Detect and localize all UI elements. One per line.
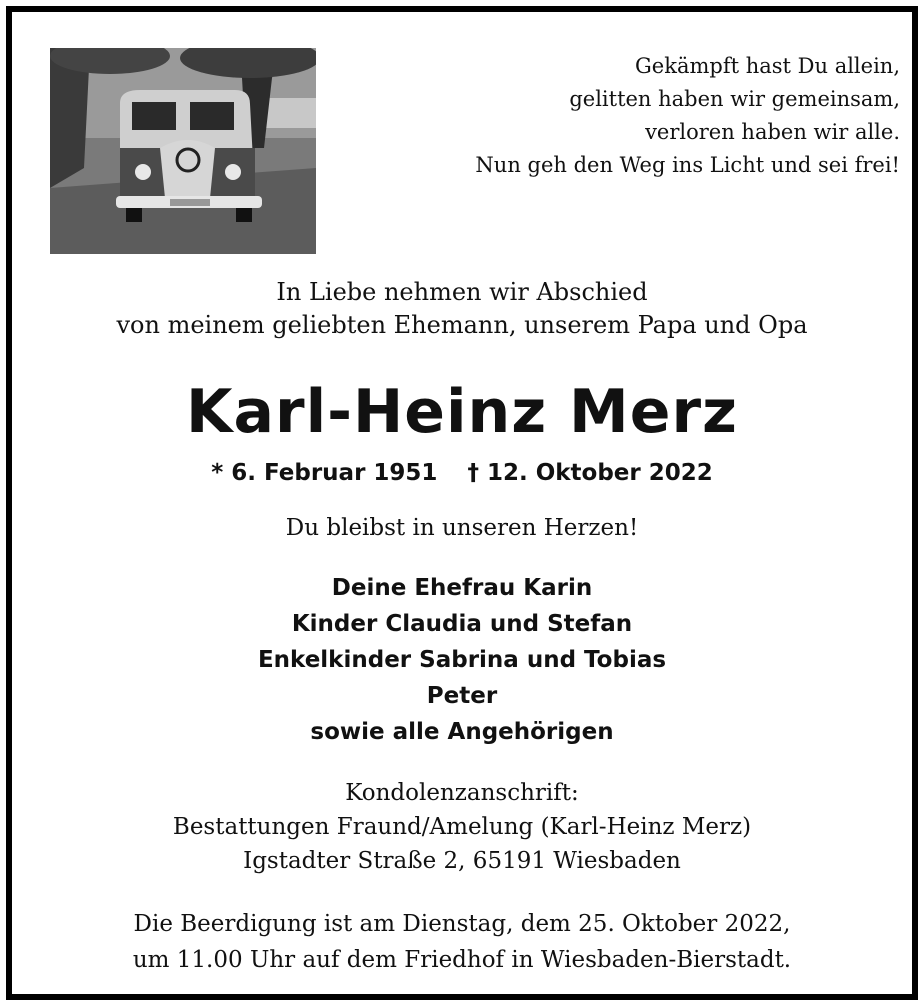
poem-line: Gekämpft hast Du allein, [635, 54, 900, 78]
mourner: Enkelkinder Sabrina und Tobias [257, 647, 667, 673]
mourner: Peter [426, 683, 498, 709]
deceased-name: Karl-Heinz Merz [186, 377, 738, 447]
life-dates [12, 460, 912, 486]
farewell-intro [12, 276, 912, 342]
funeral-line: um 11.00 Uhr auf dem Friedhof in Wiesbaden-Bierstadt. [132, 947, 792, 973]
death-date: † 12. Oktober 2022 [467, 460, 713, 486]
condolence-line: Igstadter Straße 2, 65191 Wiesbaden [243, 848, 681, 874]
poem-line: gelitten haben wir gemeinsam, [569, 87, 900, 111]
mourner: sowie alle Angehörigen [310, 719, 614, 745]
obituary-notice [6, 6, 918, 1000]
condolence-line: Bestattungen Fraund/Amelung (Karl-Heinz Merz) [172, 814, 752, 840]
vw-bus-photo [50, 48, 316, 254]
funeral-details [12, 906, 912, 978]
intro-line: In Liebe nehmen wir Abschied [276, 278, 648, 306]
remembrance-line: Du bleibst in unseren Herzen! [285, 515, 639, 541]
funeral-line: Die Beerdigung ist am Dienstag, dem 25. Oktober 2022, [133, 911, 791, 937]
condolence-address [12, 776, 912, 878]
intro-line: von meinem geliebten Ehemann, unserem Papa und Opa [116, 311, 808, 339]
poem-line: Nun geh den Weg ins Licht und sei frei! [475, 153, 900, 177]
condolence-line: Kondolenzanschrift: [345, 780, 579, 806]
mourner: Deine Ehefrau Karin [331, 575, 593, 601]
poem [340, 50, 900, 182]
birth-date: * 6. Februar 1951 [211, 460, 438, 486]
poem-line: verloren haben wir alle. [645, 120, 900, 144]
photo-illustration [50, 48, 316, 254]
mourner: Kinder Claudia und Stefan [291, 611, 633, 637]
mourners-list [12, 570, 912, 750]
